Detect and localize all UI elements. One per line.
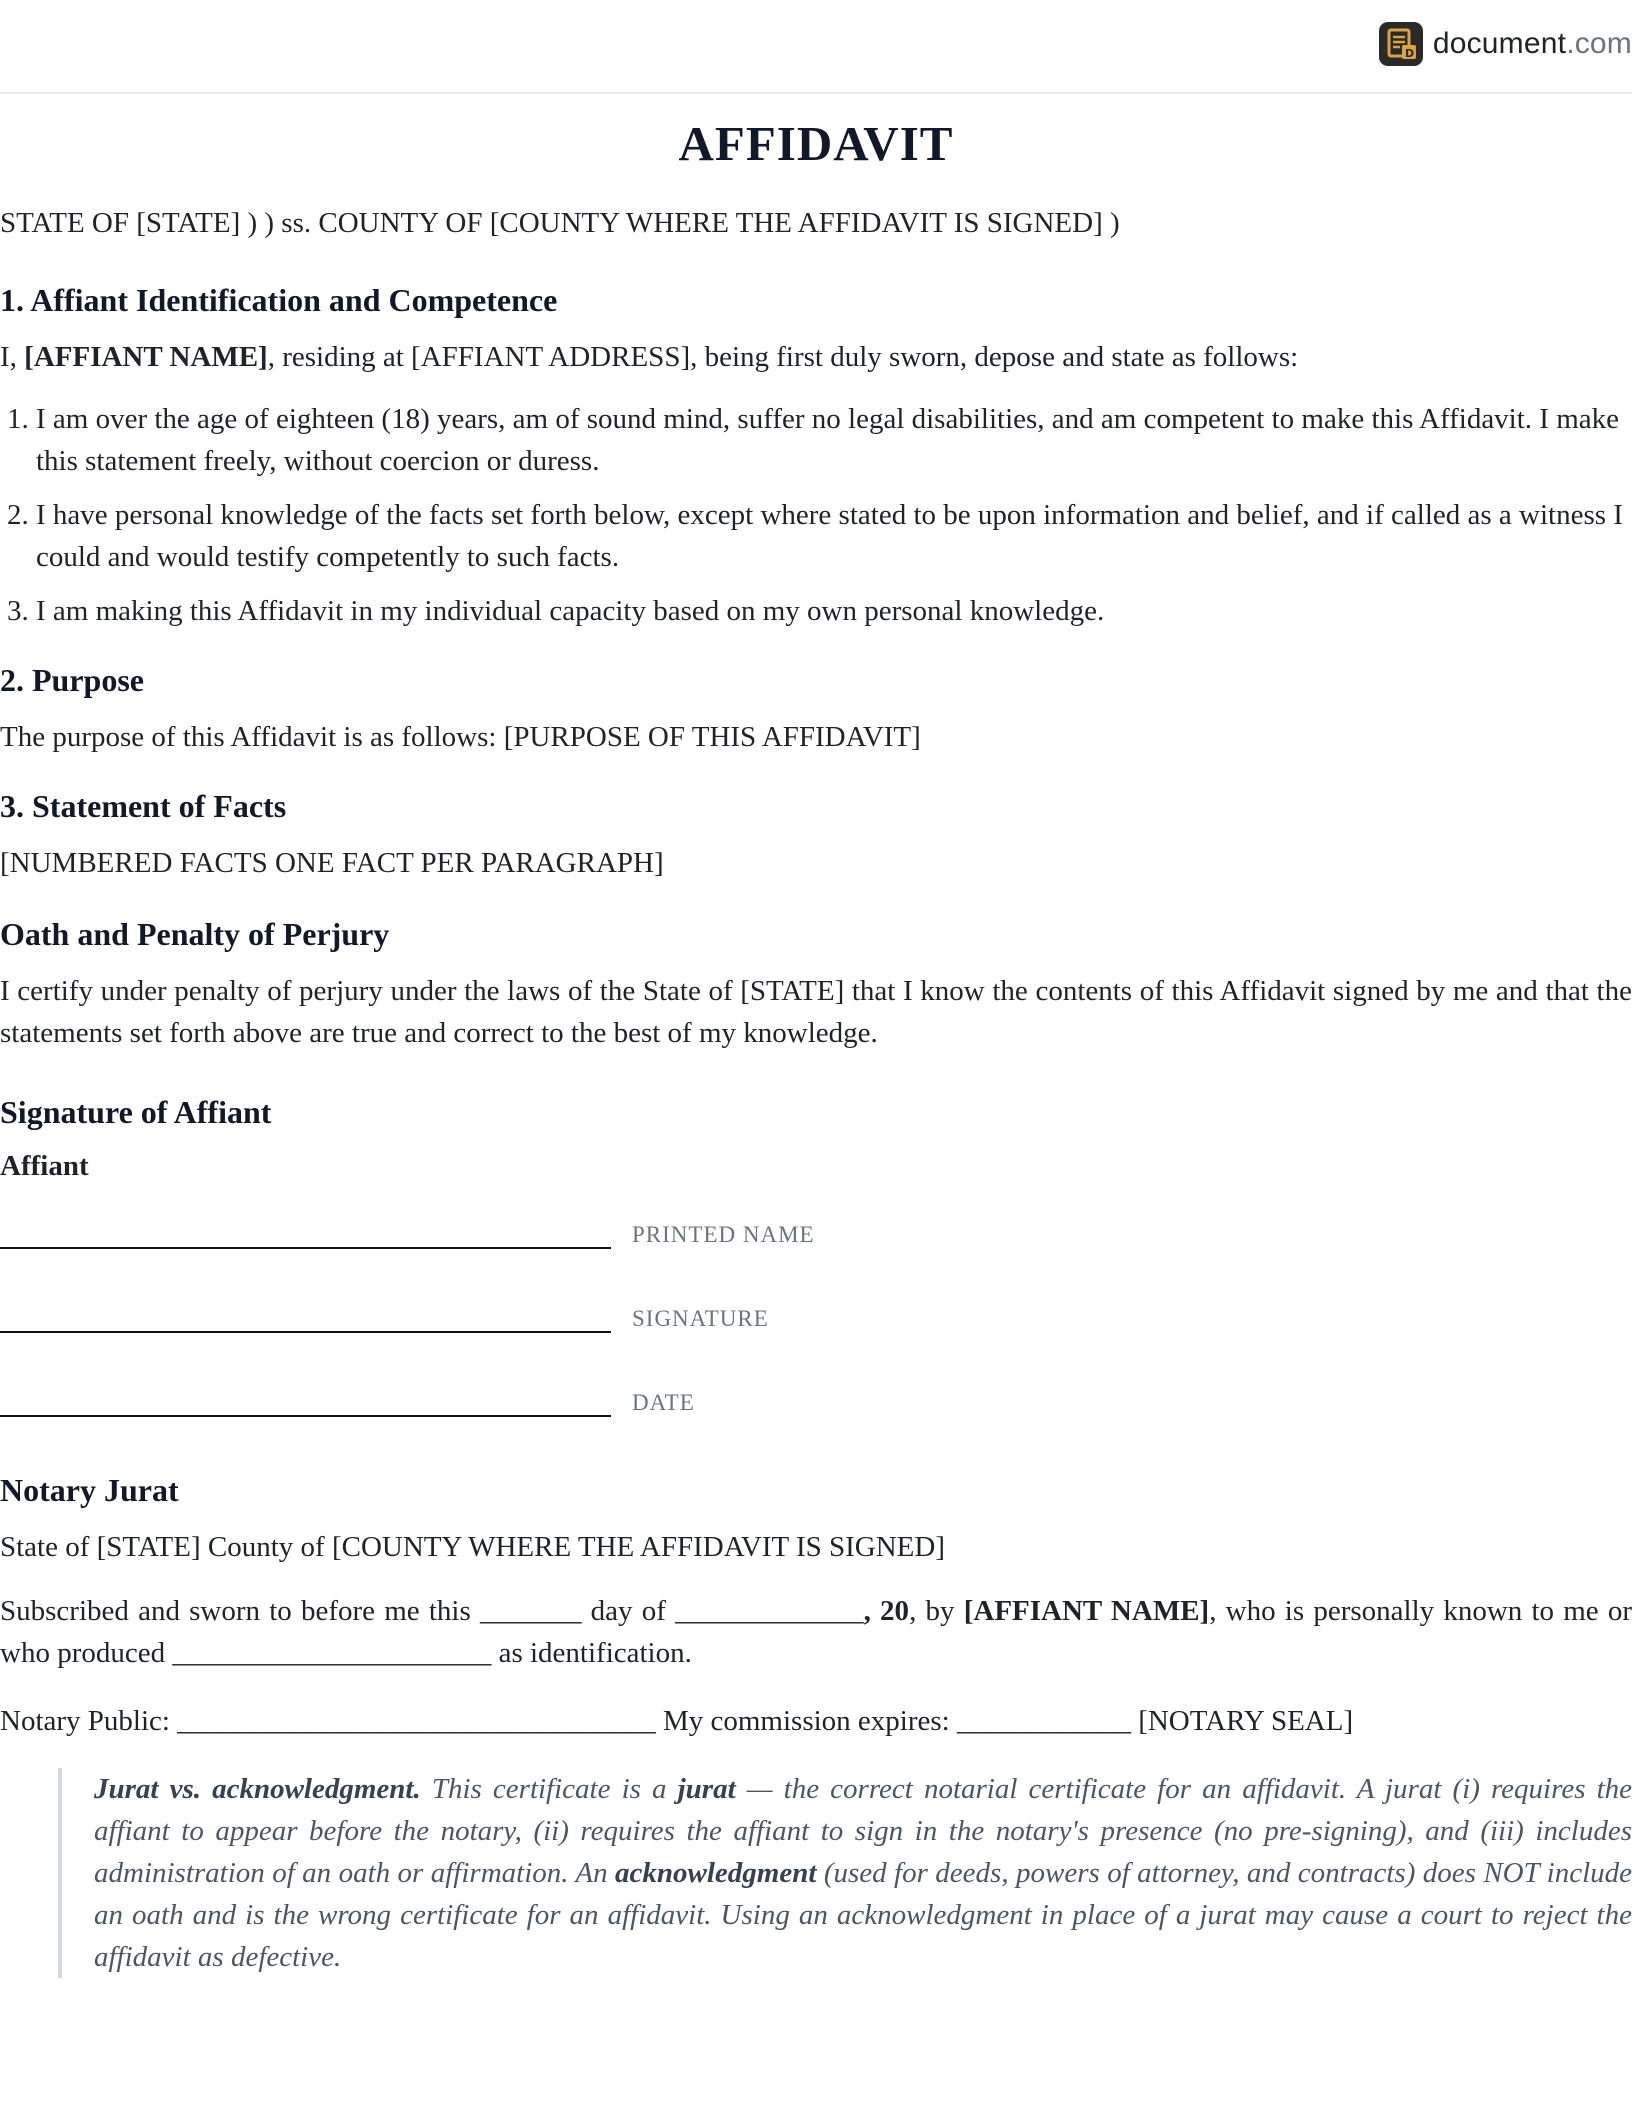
affiant-name: [AFFIANT NAME] — [24, 341, 268, 373]
competence-list — [0, 398, 1632, 632]
document-title: AFFIDAVIT — [678, 116, 954, 171]
section-heading-signature: Signature of Affiant — [0, 1094, 272, 1130]
jurat-statement: Subscribed and sworn to before me this _______ day of _____________, 20, by [AFFIANT NAME], who is personally known to me or who produced ______________________ as identification. — [0, 1595, 1632, 1669]
venue-caption: STATE OF [STATE] ) ) ss. COUNTY OF [COUNTY WHERE THE AFFIDAVIT IS SIGNED] ) — [0, 207, 1120, 239]
notary-signature-line: Notary Public: _________________________________ My commission expires: ____________ [NOTARY SEAL] — [0, 1705, 1354, 1737]
field-label: DATE — [632, 1390, 695, 1415]
svg-text:D: D — [1404, 47, 1414, 60]
brand-name: document.com — [1432, 27, 1632, 60]
field-label: SIGNATURE — [632, 1306, 769, 1331]
section-heading-facts: 3. Statement of Facts — [0, 788, 287, 824]
section-heading-notary: Notary Jurat — [0, 1472, 179, 1508]
affiant-intro: I, [AFFIANT NAME], residing at [AFFIANT ADDRESS], being first duly sworn, depose and state as follows: — [0, 341, 1299, 373]
affiant-name: [AFFIANT NAME] — [963, 1595, 1210, 1627]
date-field[interactable] — [0, 1354, 1632, 1438]
callout-lead: Jurat vs. acknowledgment. — [94, 1773, 421, 1805]
header-bar — [0, 0, 1632, 94]
field-label: PRINTED NAME — [632, 1222, 815, 1247]
list-item: 1. I am over the age of eighteen (18) years, am of sound mind, suffer no legal disabilities, and am competent to make this Affidavit. I make this statement freely, without coercion or duress. — [36, 398, 1632, 482]
oath-text: I certify under penalty of perjury under the laws of the State of [STATE] that I know the contents of this Affidavit signed by me and that the statements set forth above are true and correct to the best of my knowledge. — [0, 975, 1632, 1049]
document-logo-icon — [1379, 22, 1423, 66]
purpose-text: The purpose of this Affidavit is as follows: [PURPOSE OF THIS AFFIDAVIT] — [0, 721, 921, 753]
printed-name-field[interactable] — [0, 1186, 1632, 1270]
section-heading-oath: Oath and Penalty of Perjury — [0, 916, 390, 952]
document-body — [0, 116, 1632, 1978]
signature-line[interactable] — [0, 1331, 611, 1333]
facts-text: [NUMBERED FACTS ONE FACT PER PARAGRAPH] — [0, 847, 664, 879]
list-item: 2. I have personal knowledge of the facts set forth below, except where stated to be upon information and belief, and if called as a witness I could and would testify competently to such facts. — [36, 494, 1632, 578]
section-heading-purpose: 2. Purpose — [0, 662, 144, 698]
signature-line[interactable] — [0, 1247, 611, 1249]
notary-venue: State of [STATE] County of [COUNTY WHERE THE AFFIDAVIT IS SIGNED] — [0, 1531, 945, 1563]
signature-field[interactable] — [0, 1270, 1632, 1354]
signature-line[interactable] — [0, 1415, 611, 1417]
list-item: 3. I am making this Affidavit in my individual capacity based on my own personal knowledge. — [36, 590, 1632, 632]
affiant-subheading: Affiant — [0, 1150, 89, 1182]
brand-logo[interactable] — [1379, 22, 1632, 66]
section-heading-affiant: 1. Affiant Identification and Competence — [0, 282, 558, 318]
jurat-note-callout: Jurat vs. acknowledgment. This certificate is a jurat — the correct notarial certificate for an affidavit. A jurat (i) requires the affiant to appear before the notary, (ii) requires the affiant to sign in the notary's presence (no pre-signing), and (iii) includes administration of an oath or affirmation. An acknowledgment (used for deeds, powers of attorney, and contracts) does NOT include an oath and is the wrong certificate for an affidavit. Using an acknowledgment in place of a jurat may cause a court to reject the affidavit as defective. — [58, 1768, 1632, 1978]
